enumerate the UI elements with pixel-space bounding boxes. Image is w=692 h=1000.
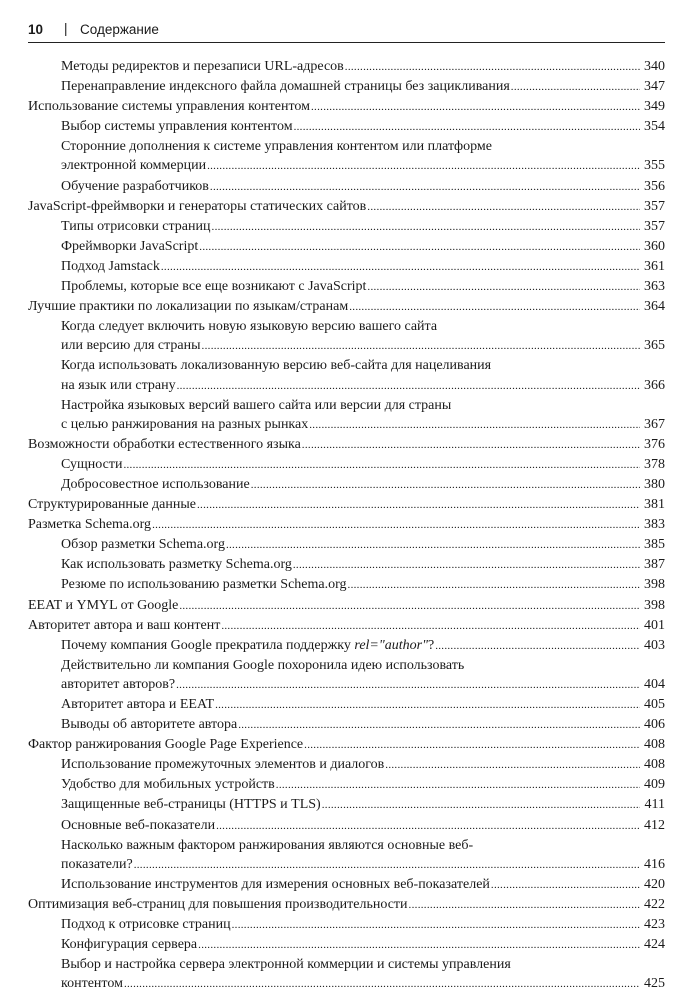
toc-subsection-entry: [28, 217, 665, 237]
toc-subsection-entry: [28, 57, 665, 77]
toc-entry-title: [61, 695, 214, 714]
toc-subsection-entry: [28, 257, 665, 277]
dot-leader: [123, 456, 640, 475]
dot-leader: [212, 218, 640, 237]
toc-entry-text: или версию для страны: [61, 338, 201, 354]
toc-entry-title: [61, 575, 347, 594]
dot-leader: [176, 676, 640, 695]
toc-entry-text: Добросовестное использование: [61, 476, 250, 492]
toc-entry-text: Как использовать разметку Schema.org: [61, 557, 292, 573]
toc-entry-text: EEAT и YMYL от Google: [28, 597, 179, 613]
toc-subsection-entry: [28, 137, 665, 176]
dot-leader: [409, 896, 640, 915]
toc-page-number: 360: [644, 238, 665, 254]
toc-entry-text: Конфигурация сервера: [61, 937, 198, 953]
toc-entry-row: [61, 156, 665, 176]
page-number: 10: [28, 22, 44, 37]
toc-section-entry: [28, 495, 665, 515]
dot-leader: [216, 817, 640, 836]
toc-subsection-entry: [28, 555, 665, 575]
toc-entry-title: [61, 535, 225, 554]
toc-entry-row: [28, 515, 665, 535]
toc-entry-text: Структурированные данные: [28, 497, 196, 513]
toc-subsection-entry: [28, 475, 665, 495]
toc-page-number: 381: [644, 497, 665, 513]
toc-entry-title: [28, 895, 408, 914]
toc-entry-row: [28, 435, 665, 455]
toc-section-entry: [28, 197, 665, 217]
dot-leader: [309, 416, 640, 435]
toc-entry-row: [61, 77, 665, 97]
toc-page-number: 404: [644, 676, 665, 692]
dot-leader: [302, 436, 640, 455]
dot-leader: [385, 756, 640, 775]
toc-entry-row: [28, 197, 665, 217]
toc-page-number: 347: [644, 79, 665, 95]
toc-entry-text: Почему компания Google прекратила поддержку: [61, 637, 351, 653]
toc-section-entry: [28, 435, 665, 455]
toc-entry-text: Авторитет автора и EEAT: [61, 697, 215, 712]
toc-entry-text: электронной коммерции: [61, 158, 207, 174]
dot-leader: [221, 617, 640, 636]
toc-entry-title: [28, 515, 151, 534]
toc-entry-row: [28, 97, 665, 117]
toc-page-number: 408: [644, 757, 665, 773]
toc-entry-title: [61, 77, 510, 96]
toc-subsection-entry: [28, 695, 665, 715]
toc-subsection-entry: [28, 795, 665, 815]
toc-entry-code: rel="author": [354, 637, 428, 653]
toc-page-number: 401: [644, 617, 665, 633]
toc-entry-title: [61, 935, 197, 954]
toc-entry-text: Резюме по использованию разметки Schema.org: [61, 577, 347, 593]
toc-entry-title: [61, 875, 490, 894]
toc-page-number: 349: [644, 99, 665, 115]
toc-entry-row: [61, 775, 665, 795]
toc-entry-title: [28, 197, 366, 216]
toc-page-number: 411: [644, 797, 665, 813]
toc-entry-text: Сущности: [61, 456, 123, 472]
toc-entry-title-line: Действительно ли компания Google похоронила идею использовать: [61, 657, 465, 673]
toc-entry-title: [61, 636, 434, 655]
dot-leader: [251, 476, 640, 495]
toc-entry-row: [61, 57, 665, 77]
toc-subsection-entry: [28, 455, 665, 475]
toc-page-number: 425: [644, 976, 665, 992]
toc-entry-title: [61, 555, 292, 574]
toc-subsection-entry: [28, 775, 665, 795]
toc-page-number: 354: [644, 119, 665, 135]
toc-page-number: 412: [644, 817, 665, 833]
toc-entry-row: [61, 177, 665, 197]
dot-leader: [511, 78, 640, 97]
toc-entry-title: [61, 277, 366, 296]
toc-entry-title: [28, 435, 301, 454]
toc-entry-row: [61, 257, 665, 277]
toc-entry-row: [61, 675, 665, 695]
toc-entry-title-line: Настройка языковых версий вашего сайта или версии для страны: [61, 397, 452, 413]
toc-entry-title: [28, 495, 196, 514]
toc-entry-text: показатели?: [61, 856, 133, 872]
toc-entry-title: [61, 376, 176, 395]
toc-subsection-entry: [28, 277, 665, 297]
toc-page-number: 357: [644, 218, 665, 234]
toc-page-number: 398: [644, 597, 665, 613]
dot-leader: [210, 178, 640, 197]
toc-page-number: 364: [644, 299, 665, 315]
table-of-contents: [28, 57, 665, 994]
dot-leader: [348, 576, 640, 595]
toc-section-entry: [28, 616, 665, 636]
toc-page-number: 357: [644, 198, 665, 214]
toc-entry-text: JavaScript-фреймворки и генераторы статических сайтов: [28, 198, 367, 214]
toc-subsection-entry: [28, 755, 665, 775]
toc-page-number: 387: [644, 557, 665, 573]
toc-entry-title: [61, 117, 293, 136]
toc-entry-title: [61, 156, 206, 175]
toc-subsection-entry: [28, 656, 665, 695]
toc-page-number: 422: [644, 896, 665, 912]
toc-entry-text: Лучшие практики по локализации по языкам/странам: [28, 299, 349, 315]
toc-entry-text: Защищенные веб-страницы (HTTPS и TLS): [61, 797, 321, 813]
toc-entry-row: [61, 875, 665, 895]
toc-entry-row: [61, 636, 665, 656]
toc-page-number: 361: [644, 258, 665, 274]
toc-entry-text: Обзор разметки Schema.org: [61, 537, 225, 553]
toc-entry-title: [61, 257, 160, 276]
toc-entry-text: Разметка Schema.org: [28, 517, 152, 533]
toc-entry-row: [61, 755, 665, 775]
toc-entry-text: Перенаправление индексного файла домашней страницы без зацикливания: [61, 79, 510, 95]
toc-section-entry: [28, 97, 665, 117]
toc-entry-row: [61, 935, 665, 955]
toc-entry-text: Обучение разработчиков: [61, 178, 209, 194]
dot-leader: [199, 238, 640, 257]
toc-subsection-entry: [28, 117, 665, 137]
dot-leader: [293, 556, 640, 575]
toc-entry-row: [28, 495, 665, 515]
toc-entry-title: [28, 596, 178, 615]
toc-entry-title: [61, 217, 211, 236]
toc-entry-row: [61, 217, 665, 237]
toc-entry-row: [61, 336, 665, 356]
toc-page-number: 403: [644, 637, 665, 653]
toc-entry-text: Использование инструментов для измерения основных веб-показателей: [61, 876, 490, 892]
toc-subsection-entry: [28, 636, 665, 656]
toc-entry-title: [28, 616, 220, 635]
toc-entry-title-line: Сторонние дополнения к системе управления контентом или платформе: [61, 139, 492, 155]
toc-entry-title: [61, 475, 250, 494]
toc-entry-row: [28, 297, 665, 317]
toc-entry-text: Фреймворки JavaScript: [61, 238, 199, 254]
toc-entry-title: [61, 795, 321, 814]
toc-entry-title: [28, 735, 303, 754]
dot-leader: [345, 58, 640, 77]
toc-page-number: 423: [644, 917, 665, 933]
toc-entry-text: Основные веб-показатели: [61, 817, 216, 833]
toc-entry-title: [61, 455, 122, 474]
toc-entry-text: Подход Jamstack: [61, 258, 160, 274]
dot-leader: [232, 916, 640, 935]
toc-entry-text: с целью ранжирования на разных рынках: [61, 416, 309, 432]
toc-page-number: 376: [644, 436, 665, 452]
dot-leader: [367, 278, 640, 297]
toc-entry-text: Использование промежуточных элементов и диалогов: [61, 757, 385, 773]
dot-leader: [367, 198, 640, 217]
toc-entry-title: [61, 336, 201, 355]
toc-entry-row: [61, 535, 665, 555]
toc-entry-row: [61, 974, 665, 994]
toc-page-number: 367: [644, 416, 665, 432]
toc-entry-row: [61, 277, 665, 297]
toc-entry-row: [61, 855, 665, 875]
toc-entry-title: [61, 57, 344, 76]
toc-subsection-entry: [28, 177, 665, 197]
toc-page-number: 408: [644, 737, 665, 753]
toc-entry-row: [61, 575, 665, 595]
toc-entry-suffix: ?: [427, 637, 435, 653]
dot-leader: [198, 936, 640, 955]
dot-leader: [294, 118, 640, 137]
toc-subsection-entry: [28, 915, 665, 935]
dot-leader: [226, 536, 640, 555]
toc-section-entry: [28, 596, 665, 616]
dot-leader: [322, 796, 640, 815]
toc-subsection-entry: [28, 715, 665, 735]
toc-section-entry: [28, 895, 665, 915]
toc-entry-title: [61, 974, 123, 993]
toc-entry-row: [61, 795, 665, 815]
toc-page-number: 398: [644, 577, 665, 593]
toc-page-number: 409: [644, 777, 665, 793]
toc-page-number: 424: [644, 937, 665, 953]
toc-entry-title-line: Выбор и настройка сервера электронной коммерции и системы управления: [61, 957, 511, 973]
toc-entry-row: [28, 616, 665, 636]
toc-subsection-entry: [28, 935, 665, 955]
toc-subsection-entry: [28, 237, 665, 257]
toc-entry-title-line: Когда следует включить новую языковую версию вашего сайта: [61, 319, 438, 335]
toc-entry-text: Возможности обработки естественного языка: [28, 436, 301, 452]
dot-leader: [202, 337, 640, 356]
toc-entry-title: [61, 755, 384, 774]
toc-subsection-entry: [28, 836, 665, 875]
toc-entry-text: авторитет авторов?: [61, 676, 176, 692]
dot-leader: [311, 98, 640, 117]
header-title: Содержание: [80, 22, 159, 37]
toc-entry-row: [61, 915, 665, 935]
toc-entry-title: [61, 415, 308, 434]
toc-entry-title: [61, 816, 215, 835]
toc-entry-text: Проблемы, которые все еще возникают с JavaScript: [61, 279, 367, 295]
toc-entry-row: [61, 376, 665, 396]
toc-entry-text: Методы редиректов и перезаписи URL-адресов: [61, 59, 344, 74]
dot-leader: [197, 496, 640, 515]
toc-page-number: 378: [644, 456, 665, 472]
toc-page-number: 420: [644, 876, 665, 892]
toc-entry-text: Использование системы управления контентом: [28, 99, 310, 115]
toc-page-number: 355: [644, 158, 665, 174]
toc-page-number: 380: [644, 476, 665, 492]
toc-entry-text: Выводы об авторитете автора: [61, 717, 238, 733]
toc-subsection-entry: [28, 816, 665, 836]
header-separator: |: [64, 21, 68, 36]
toc-subsection-entry: [28, 356, 665, 395]
toc-subsection-entry: [28, 396, 665, 435]
toc-entry-title: [61, 915, 231, 934]
dot-leader: [349, 298, 640, 317]
toc-entry-row: [28, 596, 665, 616]
toc-entry-text: Подход к отрисовке страниц: [61, 917, 231, 933]
toc-page-number: 366: [644, 377, 665, 393]
dot-leader: [152, 516, 640, 535]
dot-leader: [207, 157, 640, 176]
toc-section-entry: [28, 297, 665, 317]
toc-entry-row: [61, 237, 665, 257]
toc-entry-row: [61, 816, 665, 836]
toc-page-number: 383: [644, 517, 665, 533]
dot-leader: [435, 637, 640, 656]
toc-entry-title: [61, 775, 275, 794]
toc-entry-row: [61, 695, 665, 715]
toc-subsection-entry: [28, 955, 665, 994]
toc-entry-row: [61, 117, 665, 137]
toc-entry-text: Фактор ранжирования Google Page Experience: [28, 737, 304, 753]
toc-entry-text: контентом: [61, 976, 123, 992]
toc-entry-title-line: Насколько важным фактором ранжирования являются основные веб-: [61, 837, 474, 853]
toc-section-entry: [28, 735, 665, 755]
toc-entry-row: [61, 455, 665, 475]
toc-subsection-entry: [28, 575, 665, 595]
toc-entry-text: Оптимизация веб-страниц для повышения производительности: [28, 896, 408, 912]
toc-page-number: 363: [644, 279, 665, 295]
toc-entry-title: [61, 177, 209, 196]
running-header: [28, 20, 665, 43]
toc-subsection-entry: [28, 535, 665, 555]
toc-entry-title: [28, 297, 348, 316]
toc-entry-title: [28, 97, 310, 116]
dot-leader: [177, 377, 640, 396]
toc-entry-title: [61, 855, 133, 874]
dot-leader: [161, 258, 640, 277]
dot-leader: [238, 716, 640, 735]
toc-page-number: 406: [644, 717, 665, 733]
dot-leader: [124, 975, 640, 994]
toc-entry-row: [28, 735, 665, 755]
toc-subsection-entry: [28, 875, 665, 895]
dot-leader: [491, 876, 640, 895]
toc-subsection-entry: [28, 77, 665, 97]
dot-leader: [179, 597, 640, 616]
toc-page-number: 365: [644, 338, 665, 354]
dot-leader: [304, 736, 640, 755]
toc-entry-title: [61, 675, 175, 694]
toc-entry-text: Выбор системы управления контентом: [61, 119, 293, 135]
toc-entry-text: Авторитет автора и ваш контент: [28, 617, 221, 633]
toc-entry-title: [61, 237, 198, 256]
toc-page-number: 405: [644, 697, 665, 712]
toc-entry-row: [61, 415, 665, 435]
toc-entry-title-line: Когда использовать локализованную версию веб-сайта для нацеливания: [61, 358, 492, 374]
toc-entry-row: [61, 715, 665, 735]
toc-page-number: 385: [644, 537, 665, 553]
toc-entry-text: Удобство для мобильных устройств: [61, 777, 275, 793]
toc-entry-row: [61, 475, 665, 495]
dot-leader: [276, 776, 640, 795]
toc-entry-text: Типы отрисовки страниц: [61, 218, 211, 234]
toc-entry-row: [28, 895, 665, 915]
toc-entry-title: [61, 715, 237, 734]
dot-leader: [215, 696, 640, 715]
dot-leader: [134, 856, 640, 875]
toc-entry-text: на язык или страну: [61, 377, 176, 393]
toc-page-number: 340: [644, 59, 665, 74]
toc-page-number: 416: [644, 856, 665, 872]
toc-page-number: 356: [644, 178, 665, 194]
toc-entry-row: [61, 555, 665, 575]
toc-section-entry: [28, 515, 665, 535]
toc-subsection-entry: [28, 317, 665, 356]
